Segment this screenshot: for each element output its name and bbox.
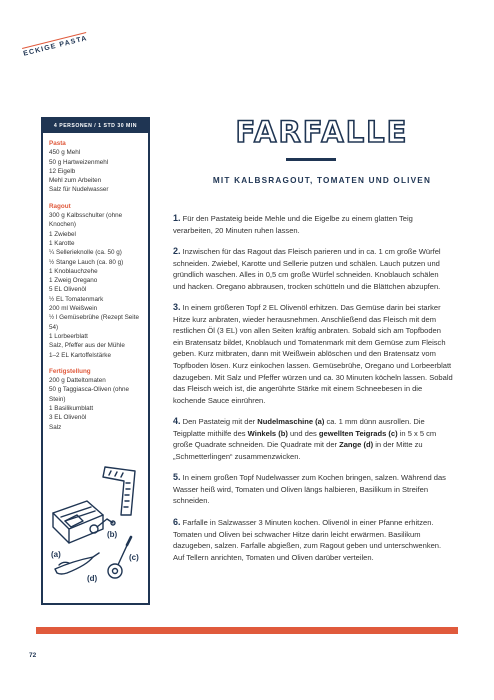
recipe-title: FARFALLE: [235, 115, 409, 149]
servings-time-header: 4 PERSONEN / 1 STD 30 MIN: [43, 119, 148, 133]
ingredient-group-title: Ragout: [49, 202, 71, 210]
angle-ruler-icon: [103, 467, 135, 515]
step-highlight: Winkels (b): [247, 428, 288, 438]
ingredient-item: 3 EL Olivenöl: [49, 414, 87, 422]
title-divider: [286, 158, 336, 161]
recipe-step: [173, 517, 453, 563]
section-tag: ECKIGE PASTA: [22, 32, 88, 58]
page-number: 72: [29, 652, 37, 659]
ingredients-list: [43, 133, 148, 432]
ingredient-item: ½ Stange Lauch (ca. 80 g): [49, 258, 124, 266]
ingredient-item: 200 g Datteltomaten: [49, 377, 106, 385]
pastry-wheel-icon: [108, 537, 131, 578]
step-number: 5.: [173, 472, 181, 483]
step-text: Für den Pastateig beide Mehle und die Eigelbe zu einem glatten Teig verarbeiten, 20 Minuten ruhen lassen.: [173, 214, 413, 235]
step-highlight: gewellten Teigrads (c): [318, 428, 398, 438]
ingredient-item: Salz für Nudelwasser: [49, 186, 109, 194]
label-b: (b): [107, 530, 118, 539]
step-number: 6.: [173, 517, 181, 528]
ingredient-item: 1 Basilikumblatt: [49, 405, 94, 413]
step-number: 2.: [173, 246, 181, 257]
ingredient-item: ½ EL Tomatenmark: [49, 295, 104, 303]
recipe-step: [173, 213, 453, 236]
ingredient-item: Salz: [49, 423, 62, 431]
ingredient-group: [49, 367, 142, 432]
ingredient-group: [49, 139, 142, 195]
ingredient-item: 50 g Hartweizenmehl: [49, 158, 109, 166]
tongs-icon: [55, 553, 99, 574]
footer-accent-bar: [36, 627, 458, 634]
ingredient-item: ¼ Sellerieknolle (ca. 50 g): [49, 249, 122, 257]
ingredient-item: 1 Zwiebel: [49, 230, 76, 238]
step-text: und des: [287, 428, 319, 438]
ingredient-item: Mehl zum Arbeiten: [49, 177, 102, 185]
step-text: in der Mitte zu „Schmetterlingen“ zusammenzwicken.: [173, 440, 423, 461]
ingredient-item: 1 Knoblauchzehe: [49, 267, 98, 275]
label-d: (d): [87, 574, 98, 583]
ingredient-group-title: Fertigstellung: [49, 367, 91, 375]
step-text: In einem größeren Topf 2 EL Olivenöl erhitzen. Das Gemüse darin bei starker Hitze kurz anbraten, wieder herausnehmen. Anschließend das Fleisch mit dem restlichen Öl (3 EL) von allen Seiten kräftig anbraten. Sobald sich am Topfboden ein Bratensatz bildet, Knoblauch und Tomatenmark mit dem Gemüse zum Fleisch geben. Kurz mitbraten, dann mit Weißwein ablöschen und den Bratensatz vom Topfboden lösen. Kurz einkochen lassen. Gemüsebrühe, Oregano und Lorbeerblatt dazugeben. Mit Salz und Pfeffer würzen und ca. 30 Minuten köcheln lassen. Sobald das Fleisch weich ist, die angerührte Stärke mit einem Schneebesen in die kochende Sauce einrühren.: [173, 303, 453, 405]
ingredient-item: Salz, Pfeffer aus der Mühle: [49, 342, 125, 350]
ingredient-item: 1 Karotte: [49, 239, 75, 247]
ingredient-item: 1–2 EL Kartoffelstärke: [49, 351, 111, 359]
ingredient-item: 50 g Taggiasca-Oliven (ohne Stein): [49, 386, 130, 403]
recipe-step: [173, 472, 453, 507]
step-text: ca. 1 mm dünn ausrollen. Die Teigplatte mithilfe des: [173, 417, 425, 438]
pasta-tools-illustration: [47, 457, 147, 597]
recipe-subtitle: MIT KALBSRAGOUT, TOMATEN UND OLIVEN: [212, 176, 432, 185]
ingredient-item: 5 EL Olivenöl: [49, 286, 87, 294]
step-highlight: Zange (d): [339, 440, 374, 450]
ingredient-group-title: Pasta: [49, 140, 66, 147]
step-highlight: Nudelmaschine (a): [257, 417, 325, 427]
ingredient-item: 300 g Kalbsschulter (ohne Knochen): [49, 212, 123, 229]
ingredients-sidebar: [41, 117, 150, 605]
ingredient-item: 1 Lorbeerblatt: [49, 332, 88, 340]
step-number: 4.: [173, 416, 181, 427]
recipe-step: [173, 302, 453, 406]
recipe-step: [173, 246, 453, 292]
step-text: Den Pastateig mit der: [182, 417, 258, 427]
ingredient-item: 1 Zweig Oregano: [49, 277, 98, 285]
label-c: (c): [129, 553, 139, 562]
ingredient-item: 200 ml Weißwein: [49, 305, 98, 313]
step-number: 3.: [173, 302, 181, 313]
step-text: in 5 x 5 cm große Quadrate schneiden. Die Quadrate mit der: [173, 428, 437, 450]
recipe-step: [173, 416, 453, 462]
step-text: Inzwischen für das Ragout das Fleisch parieren und in ca. 1 cm große Würfel schneiden. Zwiebel, Karotte und Sellerie putzen und schälen. Lauch putzen und gründlich waschen. Alles in 0,5 cm große Würfel schneiden. Knoblauch schälen und hacken. Oregano abbrausen, trocken schütteln und die Blättchen abzupfen.: [173, 247, 441, 291]
pasta-machine-icon: [53, 501, 115, 543]
recipe-steps: [173, 213, 453, 573]
ingredient-item: 12 Eigelb: [49, 167, 76, 175]
step-text: Farfalle in Salzwasser 3 Minuten kochen. Olivenöl in einer Pfanne erhitzen. Tomaten und Oliven bei schwacher Hitze darin leicht erwärmen. Basilikum dazugeben, salzen. Farfalle abgießen, zum Ragout geben und unterschwenken. Auf Tellern anrichten, Tomaten und Oliven darüber verteilen.: [173, 518, 442, 562]
ingredient-group: [49, 202, 142, 360]
label-a: (a): [51, 550, 61, 559]
ingredient-item: 450 g Mehl: [49, 149, 81, 157]
step-text: In einem großen Topf Nudelwasser zum Kochen bringen, salzen. Während das Wasser heiß wird, Tomaten und Oliven längs halbieren, Basilikum in Streifen schneiden.: [173, 473, 446, 506]
step-number: 1.: [173, 213, 181, 223]
ingredient-item: ½ l Gemüsebrühe (Rezept Seite 54): [49, 314, 139, 331]
